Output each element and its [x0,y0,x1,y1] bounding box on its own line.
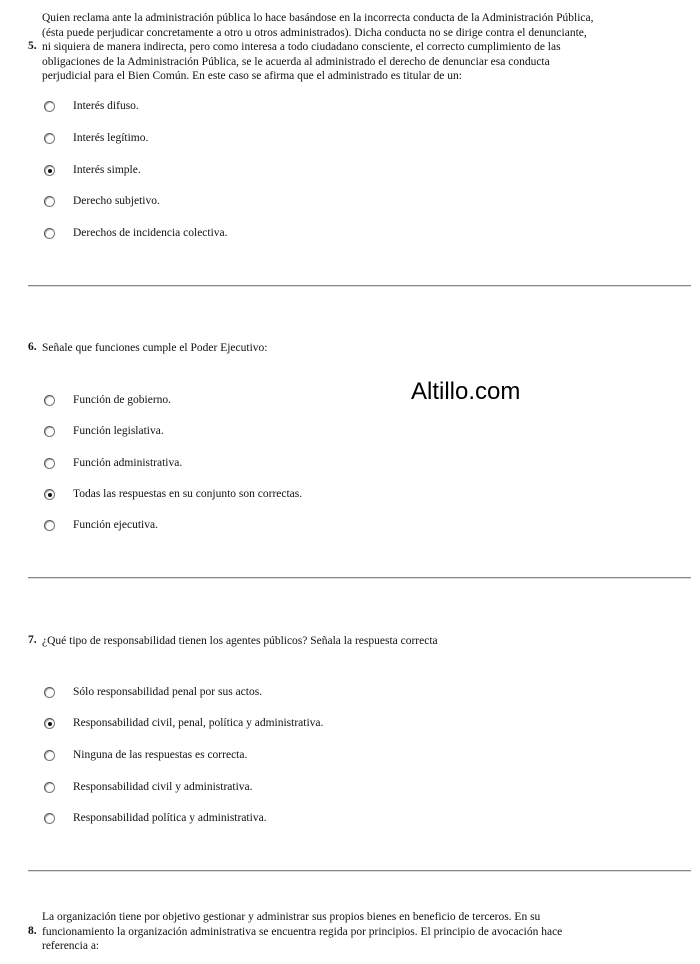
option-interes-legitimo[interactable] [44,130,148,146]
radio-button[interactable] [44,750,55,761]
option-civil-administrativa[interactable] [44,779,253,795]
question-7-text [42,634,688,649]
radio-button[interactable] [44,782,55,793]
option-label: Responsabilidad civil, penal, política y administrativa. [73,717,324,729]
question-5-line: perjudicial para el Bien Común. En este caso se afirma que el administrado es titular de un: [42,70,462,82]
question-5-number: 5. [28,40,37,52]
option-label: Responsabilidad civil y administrativa. [73,781,253,793]
radio-button[interactable] [44,395,55,406]
option-label: Interés simple. [73,164,141,176]
radio-button-selected[interactable] [44,489,55,500]
option-interes-difuso[interactable] [44,98,139,114]
radio-button[interactable] [44,133,55,144]
option-label: Función de gobierno. [73,394,172,406]
option-label: Derecho subjetivo. [73,195,160,207]
question-6-number: 6. [28,341,37,353]
option-label: Sólo responsabilidad penal por sus actos. [73,686,263,698]
separator [28,285,691,287]
question-7-number: 7. [28,634,37,646]
radio-button[interactable] [44,426,55,437]
option-civil-penal-politica-administrativa[interactable] [44,715,323,731]
option-solo-penal[interactable] [44,684,262,700]
radio-button[interactable] [44,520,55,531]
option-label: Función ejecutiva. [73,519,158,531]
watermark: Altillo.com [411,378,521,405]
option-politica-administrativa[interactable] [44,810,267,826]
option-label: Derechos de incidencia colectiva. [73,227,228,239]
separator [28,577,691,579]
option-label: Todas las respuestas en su conjunto son correctas. [73,488,303,500]
radio-button-selected[interactable] [44,165,55,176]
question-7-line: ¿Qué tipo de responsabilidad tienen los agentes públicos? Señala la respuesta correcta [42,635,438,647]
question-8-line: La organización tiene por objetivo gestionar y administrar sus propios bienes en beneficio de terceros. En su [42,911,541,923]
option-funcion-ejecutiva[interactable] [44,517,158,533]
question-5-line: (ésta puede perjudicar concretamente a otro u otros administrados). Dicha conducta no se dirige contra el denunciante, [42,26,587,39]
question-8-line: referencia a: [42,940,100,952]
option-interes-simple[interactable] [44,162,141,178]
option-derechos-incidencia-colectiva[interactable] [44,225,228,241]
radio-button[interactable] [44,813,55,824]
question-6-text [42,341,688,356]
option-label: Función legislativa. [73,425,164,437]
radio-button[interactable] [44,101,55,112]
option-label: Interés legítimo. [73,132,149,144]
question-8-number: 8. [28,925,37,937]
option-label: Función administrativa. [73,457,183,469]
radio-button[interactable] [44,458,55,469]
question-5-line: obligaciones de la Administración Pública, se le acuerda al administrado el derecho de denunciar esa conducta [42,55,550,68]
option-label: Responsabilidad política y administrativa. [73,812,267,824]
question-6-line: Señale que funciones cumple el Poder Ejecutivo: [42,342,268,354]
separator [28,870,691,872]
option-funcion-legislativa[interactable] [44,423,164,439]
radio-button[interactable] [44,687,55,698]
question-5-text [42,11,688,84]
option-funcion-administrativa[interactable] [44,455,182,471]
question-5-line: Quien reclama ante la administración pública lo hace basándose en la incorrecta conducta de la Administración Pública, [42,12,594,24]
question-8-line: funcionamiento la organización administrativa se encuentra regida por principios. El principio de avocación hace [42,925,563,938]
option-label: Interés difuso. [73,100,139,112]
option-ninguna-correcta[interactable] [44,747,247,763]
option-label: Ninguna de las respuestas es correcta. [73,749,248,761]
option-funcion-gobierno[interactable] [44,392,171,408]
question-5-line: ni siquiera de manera indirecta, pero como interesa a todo ciudadano consciente, el correcto cumplimiento de las [42,41,561,53]
option-todas-correctas[interactable] [44,486,302,502]
radio-button-selected[interactable] [44,718,55,729]
option-derecho-subjetivo[interactable] [44,193,160,209]
radio-button[interactable] [44,196,55,207]
radio-button[interactable] [44,228,55,239]
question-8-text [42,910,688,954]
